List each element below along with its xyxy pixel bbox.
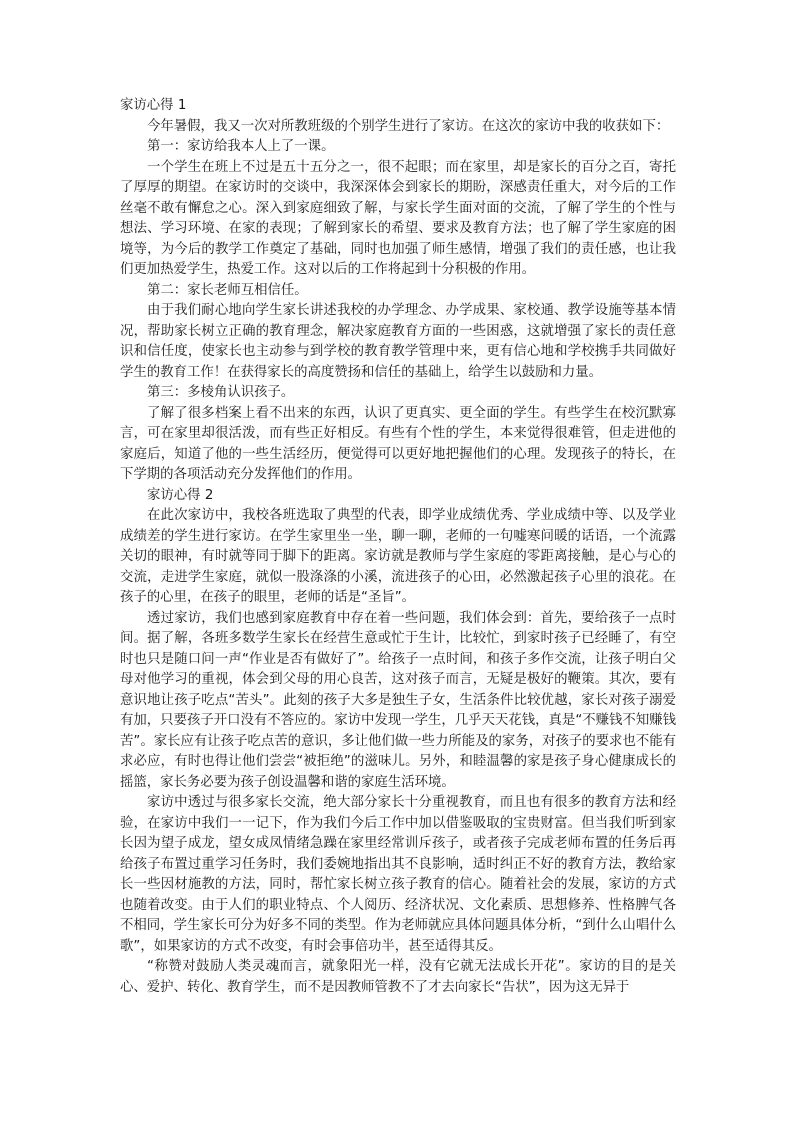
section-subheading: 第一：家访给我本人上了一课。 <box>147 139 335 154</box>
paragraph: “称赞对鼓励人类灵魂而言，就象阳光一样，没有它就无法成长开花”。家访的目的是关心、爱护、转化、教育学生，而不是因教师管教不了才去向家长“告状”，因为这无异于 <box>120 959 676 995</box>
paragraph: 由于我们耐心地向学生家长讲述我校的办学理念、办学成果、家校通、教学设施等基本情况，帮助家长树立正确的教育理念，解决家庭教育方面的一些困惑，这就增强了家长的责任意识和信任度，使家长也主动参与到学校的教育教学管理中来，更有信心地和学校携手共同做好学生的教育工作！在获得家长的高度赞扬和信任的基础上，给学生以鼓励和力量。 <box>120 303 676 380</box>
paragraph: 家访中透过与很多家长交流，绝大部分家长十分重视教育，而且也有很多的教育方法和经验，在家访中我们一一记下，作为我们今后工作中加以借鉴吸取的宝贵财富。但当我们听到家长因为望子成龙，望女成凤情绪急躁在家里经常训斥孩子，或者孩子完成老师布置的任务后再给孩子布置过重学习任务时，我们委婉地指出其不良影响，适时纠正不好的教育方法，教给家长一些因材施教的方法，同时，帮忙家长树立孩子教育的信心。随着社会的发展，家访的方式也随着改变。由于人们的职业特点、个人阅历、经济状况、文化素质、思想修养、性格脾气各不相同，学生家长可分为好多不同的类型。作为老师就应具体问题具体分析，“到什么山唱什么歌”，如果家访的方式不改变，有时会事倍功半，甚至适得其反。 <box>120 795 676 954</box>
section-subheading: 第二：家长老师互相信任。 <box>147 282 308 298</box>
paragraph: 一个学生在班上不过是五十五分之一，很不起眼；而在家里，却是家长的百分之百，寄托了厚厚的期望。在家访时的交谈中，我深深体会到家长的期盼，深感责任重大，对今后的工作丝毫不敢有懈怠之心。深入到家庭细致了解，与家长学生面对面的交流，了解了学生的个性与想法、学习环境、在家的表现；了解到家长的希望、要求及教育方法；也了解了学生家庭的困境等，为今后的教学工作奠定了基础，同时也加强了师生感情，增强了我们的责任感，也让我们更加热爱学生，热爱工作。这对以后的工作将起到十分积极的作用。 <box>120 159 676 277</box>
paragraph: 了解了很多档案上看不出来的东西，认识了更真实、更全面的学生。有些学生在校沉默寡言，可在家里却很活泼，而有些正好相反。有些有个性的学生，本来觉得很难管，但走进他的家庭后，知道了他的一些生活经历，便觉得可以更好地把握他们的心理。发现孩子的特长，在下学期的各项活动充分发挥他们的作用。 <box>120 405 676 482</box>
document-heading: 家访心得 1 <box>120 98 187 113</box>
section-heading: 家访心得 2 <box>147 487 214 503</box>
paragraph: 今年暑假，我又一次对所教班级的个别学生进行了家访。在这次的家访中我的收获如下： <box>147 118 670 134</box>
section-subheading: 第三：多棱角认识孩子。 <box>147 385 295 400</box>
paragraph: 在此次家访中，我校各班选取了典型的代表，即学业成绩优秀、学业成绩中等、以及学业成绩差的学生进行家访。在学生家里坐一坐，聊一聊，老师的一句嘘寒问暖的话语，一个流露关切的眼神，有时就等同于脚下的距离。家访就是教师与学生家庭的零距离接触，是心与心的交流，走进学生家庭，就似一股涤涤的小溪，流进孩子的心田，必然激起孩子心里的浪花。在孩子的心里，在孩子的眼里，老师的话是“圣旨”。 <box>120 508 676 605</box>
paragraph: 透过家访，我们也感到家庭教育中存在着一些问题，我们体会到：首先，要给孩子一点时间。据了解，各班多数学生家长在经营生意或忙于生计，比较忙，到家时孩子已经睡了，有空时也只是随口问一声“作业是否有做好了”。给孩子一点时间，和孩子多作交流，让孩子明白父母对他学习的重视，体会到父母的用心良苦，这对孩子而言，无疑是极好的鞭策。其次，要有意识地让孩子吃点“苦头”。此刻的孩子大多是独生子女，生活条件比较优越，家长对孩子溺爱有加，只要孩子开口没有不答应的。家访中发现一学生，几乎天天花钱，真是“不赚钱不知赚钱苦”。家长应有让孩子吃点苦的意识，多让他们做一些力所能及的家务，对孩子的要求也不能有求必应，有时也得让他们尝尝“被拒绝”的滋味儿。另外，和睦温馨的家是孩子身心健康成长的摇篮，家长务必要为孩子创设温馨和谐的家庭生活环境。 <box>120 610 676 790</box>
document-body <box>120 96 676 998</box>
